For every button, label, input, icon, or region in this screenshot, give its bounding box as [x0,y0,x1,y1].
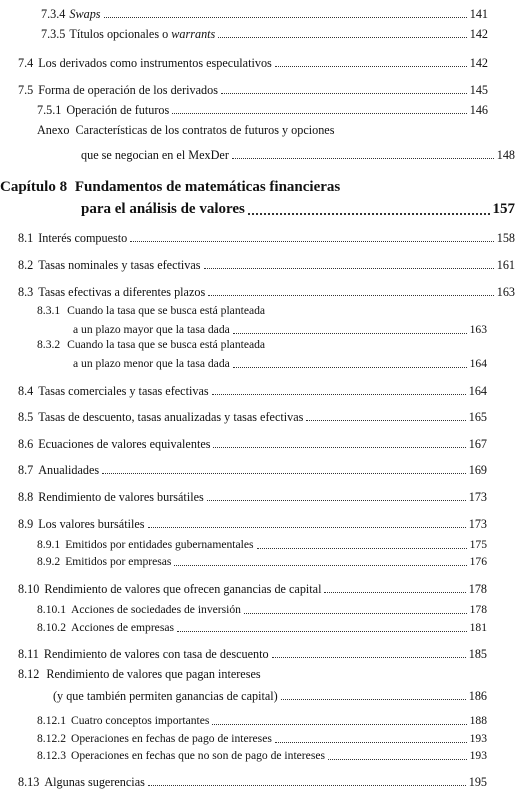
entry-label: Anexo [37,123,70,137]
dot-leader [174,564,466,566]
entry-number: 8.9.2 [37,555,61,568]
entry-title: Cuatro conceptos importantes [70,714,210,727]
dot-leader [244,612,467,614]
entry-number: 8.8 [18,490,34,504]
dot-leader [281,698,466,700]
entry-title: Rendimiento de valores con tasa de descuento [43,647,269,661]
toc-entry [18,225,515,245]
entry-page: 175 [469,538,487,551]
dot-leader [148,526,466,528]
entry-number: 8.9.1 [37,538,61,551]
dot-leader [232,157,494,159]
entry-title: Forma de operación de los derivados [38,83,218,97]
entry-page: 165 [468,410,487,424]
dot-leader [233,366,467,368]
entry-title: Tasas nominales y tasas efectivas [38,258,201,272]
chapter-label: Capítulo 8 [0,179,68,195]
dot-leader [102,472,466,474]
entry-page: 188 [469,714,487,727]
dot-leader [233,332,467,334]
entry-page: 145 [469,83,488,97]
toc-entry [37,597,487,617]
toc-entry [37,97,488,117]
entry-number: 8.11 [18,647,39,661]
dot-leader [148,784,466,786]
entry-title-line1: Características de los contratos de futuros y opciones [75,123,335,137]
dot-leader [275,65,467,67]
entry-page: 163 [469,323,487,336]
chapter-heading [0,178,515,196]
toc-entry-anexo-line2 [81,142,515,162]
entry-number: 8.12 [18,667,40,681]
entry-number: 8.10 [18,582,40,596]
entry-title-line2: a un plazo menor que la tasa dada [73,357,230,370]
chapter-title-line2: para el análisis de valores [81,201,245,217]
toc-entry-anexo [37,123,515,138]
dot-leader [213,446,465,448]
dot-leader [221,92,467,94]
toc-entry [18,252,515,272]
toc-entry [18,769,487,789]
toc-entry [37,549,487,569]
toc-entry [18,511,487,531]
toc-entry-line2 [73,351,487,371]
dot-leader [218,36,466,38]
entry-title-line2: (y que también permiten ganancias de capital) [53,689,278,703]
entry-title: Los derivados como instrumentos especulativos [38,56,272,70]
entry-number: 8.13 [18,775,40,789]
entry-page: 195 [468,775,487,789]
entry-number: 8.10.1 [37,603,66,616]
dot-leader [207,499,466,501]
dot-leader [212,393,466,395]
entry-number: 8.2 [18,258,34,272]
entry-title: Ecuaciones de valores equivalentes [38,437,211,451]
entry-title: Acciones de empresas [70,621,174,634]
entry-page: 163 [496,285,515,299]
entry-page: 146 [469,103,488,117]
toc-entry [18,641,487,661]
entry-page: 173 [468,517,487,531]
entry-title: Operación de futuros [66,103,170,117]
entry-number: 8.5 [18,410,34,424]
toc-entry [18,576,487,596]
entry-page: 185 [468,647,487,661]
entry-title-line2: que se negocian en el MexDer [81,148,229,162]
entry-number: 8.6 [18,437,34,451]
toc-entry [37,337,487,352]
entry-page: 141 [469,7,488,21]
entry-number: 8.7 [18,463,34,477]
entry-title-line1: Cuando la tasa que se busca está planteada [67,304,266,317]
entry-title: Títulos opcionales o warrants [69,27,216,41]
toc-entry [18,484,487,504]
entry-number: 7.4 [18,56,34,70]
entry-title: Algunas sugerencias [44,775,145,789]
entry-page: 193 [469,732,487,745]
toc-entry [18,404,487,424]
entry-page: 161 [496,258,515,272]
entry-number: 8.12.3 [37,749,66,762]
entry-page: 164 [469,357,487,370]
entry-page: 178 [469,603,487,616]
entry-title: Los valores bursátiles [38,517,145,531]
entry-page: 178 [468,582,487,596]
entry-title: Interés compuesto [38,231,128,245]
entry-title: Rendimiento de valores bursátiles [38,490,204,504]
dot-leader [208,294,494,296]
entry-number: 8.9 [18,517,34,531]
entry-number: 7.3.5 [41,27,66,41]
entry-number: 8.3 [18,285,34,299]
entry-title-line1: Cuando la tasa que se busca está planteada [67,338,266,351]
dot-leader [130,240,493,242]
chapter-heading-line2 [81,198,515,218]
toc-entry [37,743,487,763]
toc-entry [37,708,487,728]
entry-number: 7.3.4 [41,7,66,21]
entry-title: Operaciones en fechas que no son de pago de intereses [70,749,325,762]
dot-leader [306,419,465,421]
entry-title: Operaciones en fechas de pago de intereses [70,732,272,745]
chapter-title-line1: Fundamentos de matemáticas financieras [74,179,341,195]
toc-entry [18,431,487,451]
entry-page: 142 [469,56,488,70]
entry-title: Tasas comerciales y tasas efectivas [38,384,209,398]
entry-page: 164 [468,384,487,398]
entry-page: 167 [468,437,487,451]
entry-number: 8.12.2 [37,732,66,745]
entry-title: Acciones de sociedades de inversión [70,603,241,616]
entry-title: Emitidos por empresas [65,555,172,568]
entry-number: 8.3.1 [37,304,61,317]
entry-page: 193 [469,749,487,762]
entry-page: 169 [468,463,487,477]
dot-leader [212,723,466,725]
entry-number: 8.10.2 [37,621,66,634]
toc-entry [18,77,488,97]
dot-leader [272,656,466,658]
dot-leader [172,112,466,114]
dot-leader [328,758,467,760]
dot-leader [104,16,467,18]
entry-page: 173 [468,490,487,504]
toc-entry [37,303,487,318]
entry-page: 142 [469,27,488,41]
entry-title: Tasas efectivas a diferentes plazos [38,285,206,299]
chapter-page: 157 [492,201,515,217]
toc-entry [41,21,488,41]
entry-number: 8.4 [18,384,34,398]
entry-number: 8.12.1 [37,714,66,727]
toc-entry-line2 [53,683,487,703]
entry-page: 181 [469,621,487,634]
entry-title-line2: a un plazo mayor que la tasa dada [73,323,230,336]
entry-page: 176 [469,555,487,568]
toc-entry-line2 [73,317,487,337]
entry-title: Swaps [69,7,101,21]
entry-number: 8.3.2 [37,338,61,351]
toc-entry [18,457,487,477]
entry-number: 7.5.1 [37,103,62,117]
entry-title: Anualidades [38,463,100,477]
dot-leader [248,212,490,215]
entry-title-line1: Rendimiento de valores que pagan intereses [46,667,261,681]
entry-title: Rendimiento de valores que ofrecen ganancias de capital [44,582,322,596]
entry-page: 148 [496,148,515,162]
entry-title: Tasas de descuento, tasas anualizadas y tasas efectivas [38,410,304,424]
dot-leader [324,591,465,593]
dot-leader [204,267,494,269]
toc-entry [18,50,488,70]
entry-page: 186 [468,689,487,703]
entry-number: 7.5 [18,83,34,97]
toc-entry [37,615,487,635]
entry-title: Emitidos por entidades gubernamentales [65,538,254,551]
entry-number: 8.1 [18,231,34,245]
toc-entry [18,279,515,299]
entry-page: 158 [496,231,515,245]
dot-leader [177,630,467,632]
toc-entry [18,378,487,398]
toc-entry [41,1,488,21]
toc-entry [18,667,487,682]
